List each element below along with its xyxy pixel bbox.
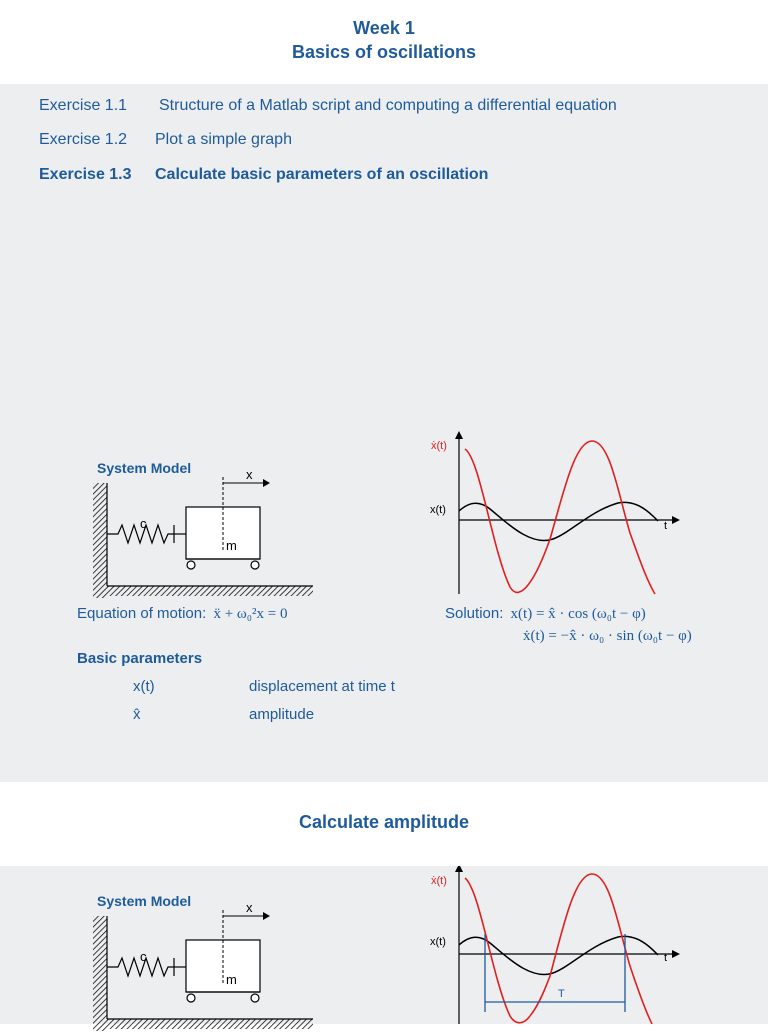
oscillation-graph <box>440 429 690 599</box>
velocity-curve <box>465 441 655 594</box>
time-label: t <box>664 952 668 964</box>
x-axis-label: x <box>246 900 253 915</box>
content-panel-2 <box>0 866 768 1024</box>
system-model-title: System Model <box>97 893 192 909</box>
displacement-label: x(t) <box>430 504 446 516</box>
solution <box>445 605 646 623</box>
solution-x: x(t) = x̂ · cos (ω₀t − φ) <box>510 606 646 622</box>
mass-spring-diagram <box>88 892 318 1032</box>
wall-hatch <box>93 483 107 598</box>
param-symbol: x̂ <box>133 706 141 723</box>
exercise-number: Exercise 1.3 <box>39 166 132 183</box>
velocity-label: ẋ(t) <box>431 875 447 887</box>
velocity-label: ẋ(t) <box>431 440 447 452</box>
exercise-1-3[interactable] <box>39 166 488 184</box>
solution-prefix: Solution: <box>445 605 504 622</box>
mass-spring-diagram <box>88 459 318 599</box>
displacement-label: x(t) <box>430 936 446 948</box>
mass-label: m <box>226 538 237 553</box>
section-title: Calculate amplitude <box>298 812 470 832</box>
exercise-label: Structure of a Matlab script and computing a differential equation <box>159 97 617 114</box>
basic-parameters-title: Basic parameters <box>77 650 203 667</box>
page-header <box>0 0 768 84</box>
exercise-label: Calculate basic parameters of an oscillation <box>155 166 489 183</box>
spring-label: c <box>140 516 147 531</box>
x-axis-label: x <box>246 467 253 482</box>
param-desc: amplitude <box>249 706 315 723</box>
exercise-1-1[interactable] <box>39 97 617 115</box>
solution-xdot: ẋ(t) = −x̂ · ω₀ · sin (ω₀t − φ) <box>523 628 692 644</box>
param-desc: displacement at time t <box>249 678 395 695</box>
mass-label: m <box>226 972 237 987</box>
exercise-label: Plot a simple graph <box>155 131 292 148</box>
spring-label: c <box>140 949 147 964</box>
floor-hatch <box>107 586 313 596</box>
time-label: t <box>664 520 668 532</box>
equation-of-motion <box>77 605 287 623</box>
content-panel-1 <box>0 84 768 782</box>
param-symbol: x(t) <box>133 678 155 695</box>
page-subtitle: Basics of oscillations <box>291 42 477 62</box>
period-label: T <box>558 988 565 1000</box>
eom-prefix: Equation of motion: <box>77 605 207 622</box>
eom-formula: ẍ + ω₀²x = 0 <box>213 606 288 622</box>
week-title: Week 1 <box>353 18 415 38</box>
exercise-1-2[interactable] <box>39 131 292 149</box>
system-model-title: System Model <box>97 460 192 476</box>
exercise-number: Exercise 1.1 <box>39 97 128 114</box>
exercise-number: Exercise 1.2 <box>39 131 128 148</box>
oscillation-graph <box>440 866 690 1024</box>
